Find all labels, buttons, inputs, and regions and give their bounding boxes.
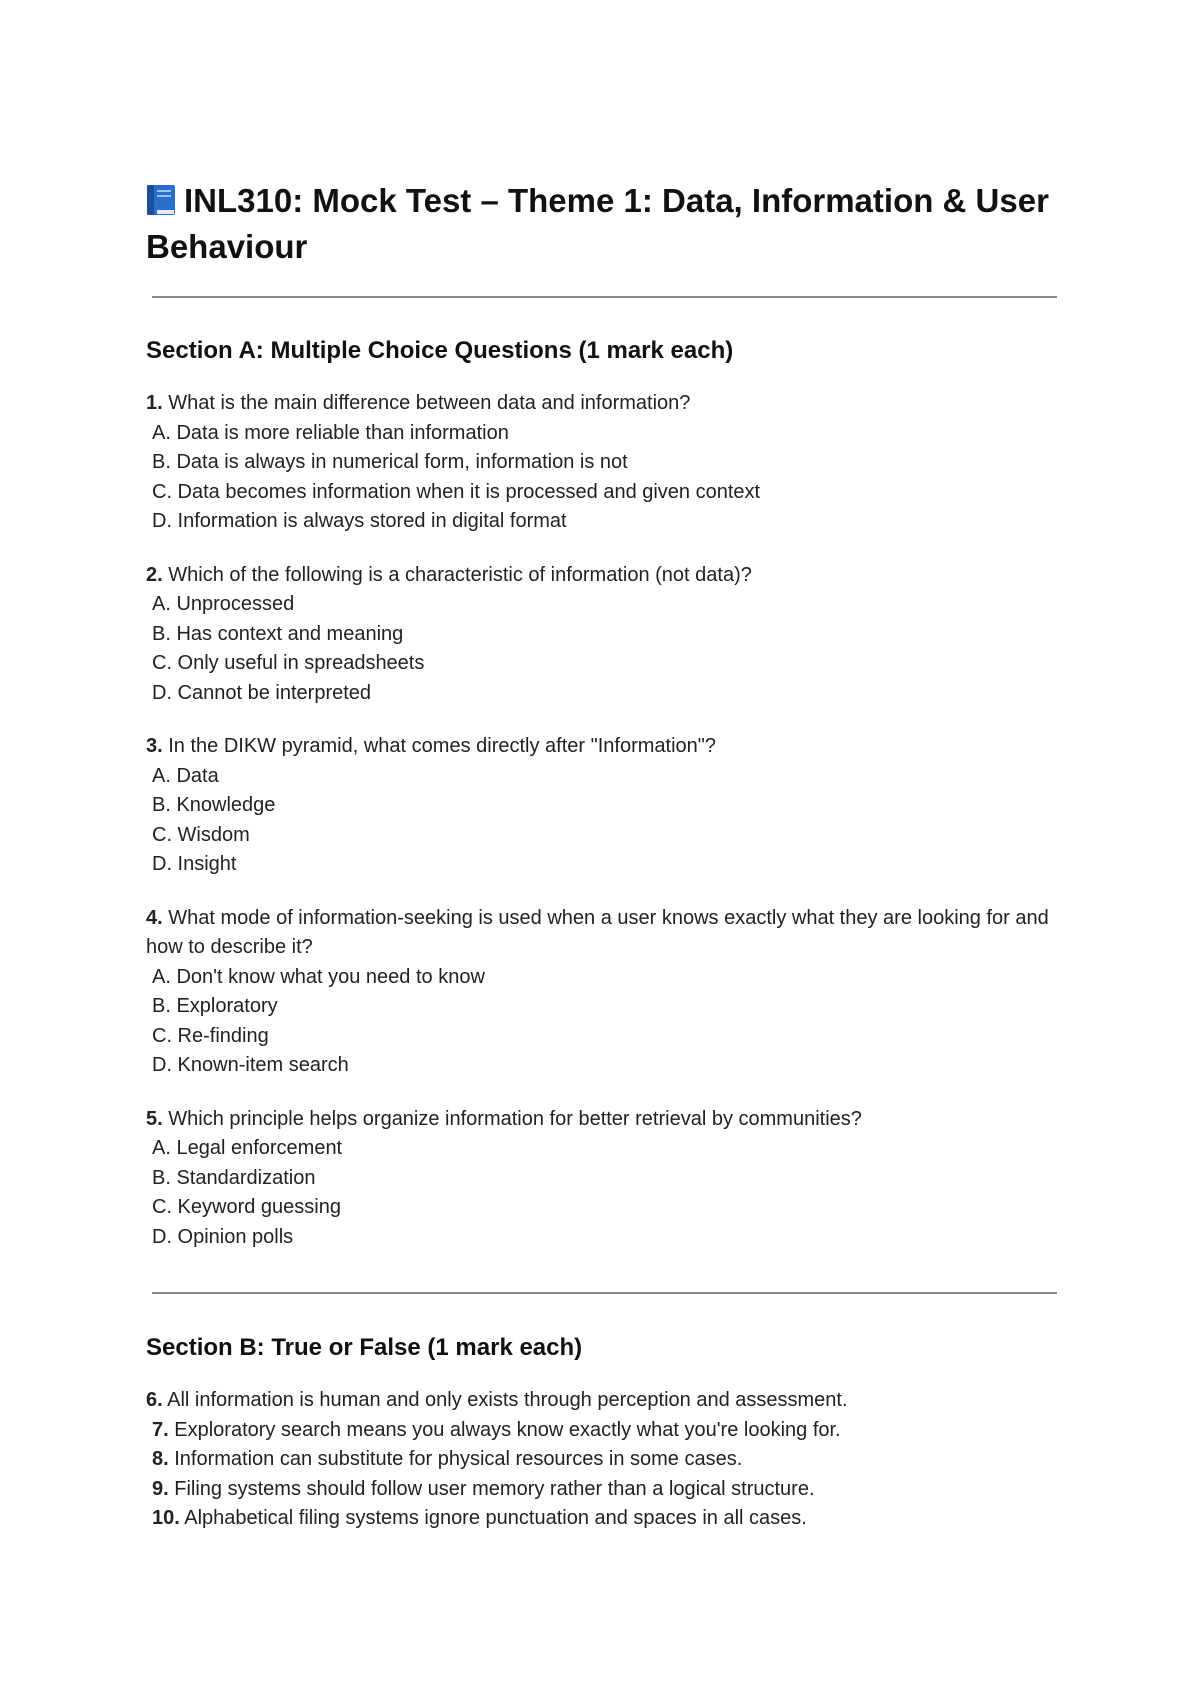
statement-text: Exploratory search means you always know exactly what you're looking for. [174, 1418, 841, 1441]
question-block [146, 732, 1066, 880]
question-prompt: In the DIKW pyramid, what comes directly after "Information"? [168, 735, 716, 757]
answer-option: C. Only useful in spreadsheets [152, 652, 425, 674]
question-number: 2. [146, 563, 163, 586]
question-prompt: Which principle helps organize information for better retrieval by communities? [168, 1107, 862, 1130]
document-page [146, 178, 1066, 1534]
answer-option: D. Opinion polls [152, 1225, 294, 1248]
answer-option: A. Unprocessed [152, 593, 295, 615]
answer-option: A. Don't know what you need to know [152, 965, 485, 988]
answer-option: A. Data [152, 764, 219, 787]
statement-number: 6. [146, 1389, 163, 1411]
statement-item [146, 1445, 1066, 1475]
statement-text: Information can substitute for physical resources in some cases. [174, 1448, 743, 1470]
statement-text: All information is human and only exists through perception and assessment. [167, 1389, 848, 1411]
statement-item [146, 1416, 1066, 1446]
answer-option: D. Information is always stored in digital format [152, 510, 567, 532]
question-prompt: What mode of information-seeking is used when a user knows exactly what they are looking for and how to describe it? [146, 906, 1049, 958]
document-title [146, 178, 1066, 270]
answer-option: D. Cannot be interpreted [152, 681, 372, 704]
answer-option: B. Data is always in numerical form, information is not [152, 451, 628, 473]
answer-option: C. Wisdom [152, 823, 250, 846]
answer-option: A. Legal enforcement [152, 1137, 343, 1159]
statement-item [146, 1504, 1066, 1534]
true-false-list [146, 1386, 1066, 1534]
answer-option: A. Data is more reliable than information [152, 421, 509, 444]
statement-item [146, 1386, 1066, 1416]
statement-number: 9. [152, 1477, 169, 1500]
question-block [146, 389, 1066, 537]
section-a-heading: Section A: Multiple Choice Questions (1 mark each) [146, 337, 734, 364]
statement-item [146, 1475, 1066, 1505]
question-text [146, 732, 1066, 762]
answer-option: B. Knowledge [152, 794, 276, 816]
question-block [146, 561, 1066, 709]
statement-text: Filing systems should follow user memory rather than a logical structure. [174, 1477, 815, 1500]
answer-option: C. Data becomes information when it is processed and given context [152, 480, 761, 503]
answer-option: C. Re-finding [152, 1024, 269, 1047]
question-text [146, 904, 1066, 963]
question-prompt: What is the main difference between data and information? [168, 392, 691, 414]
question-number: 5. [146, 1107, 163, 1130]
answer-option: B. Standardization [152, 1166, 316, 1189]
statement-number: 8. [152, 1448, 169, 1470]
question-number: 1. [146, 392, 163, 414]
question-number: 4. [146, 906, 163, 929]
blue-book-icon [146, 184, 176, 216]
answer-option: D. Insight [152, 853, 237, 875]
answer-option: B. Exploratory [152, 995, 278, 1017]
answer-option: D. Known-item search [152, 1054, 349, 1076]
answer-option: C. Keyword guessing [152, 1196, 341, 1218]
question-block [146, 1105, 1066, 1253]
question-number: 3. [146, 735, 163, 757]
statement-number: 7. [152, 1418, 169, 1441]
question-block [146, 904, 1066, 1081]
question-text [146, 1105, 1066, 1135]
statement-number: 10. [152, 1507, 180, 1529]
section-b-heading: Section B: True or False (1 mark each) [146, 1334, 583, 1361]
question-text [146, 561, 1066, 591]
question-prompt: Which of the following is a characteristic of information (not data)? [168, 563, 752, 586]
answer-option: B. Has context and meaning [152, 622, 404, 645]
question-text [146, 389, 1066, 419]
statement-text: Alphabetical filing systems ignore punctuation and spaces in all cases. [184, 1507, 807, 1529]
document-title-text: INL310: Mock Test – Theme 1: Data, Information & User Behaviour [146, 182, 1049, 265]
